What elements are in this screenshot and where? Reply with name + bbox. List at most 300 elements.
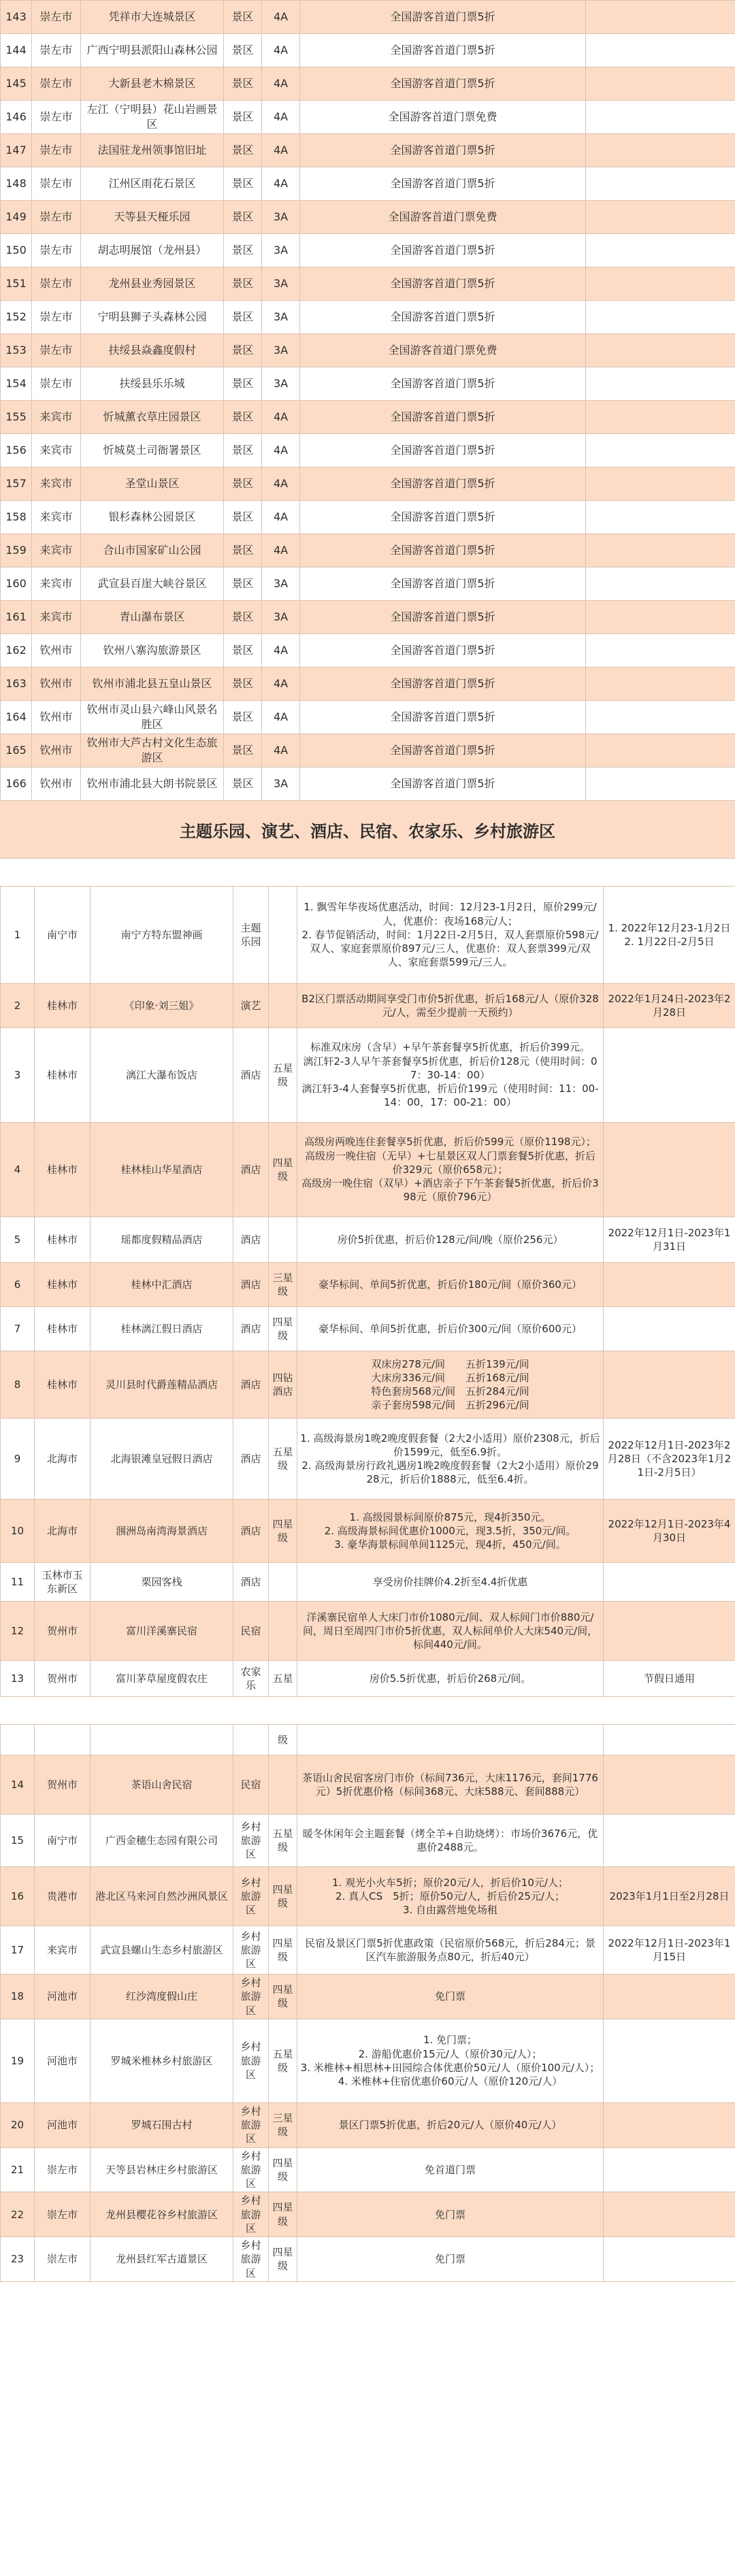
venue-name: 瑶都度假精品酒店 — [91, 1217, 233, 1263]
type-cell: 景区 — [224, 401, 262, 434]
type-cell: 景区 — [224, 367, 262, 401]
row-number: 13 — [1, 1661, 35, 1697]
rural-tourism-table — [0, 1724, 735, 2282]
city-cell: 崇左市 — [32, 301, 81, 334]
table-row — [1, 1028, 735, 1123]
level-cell: 4A — [262, 501, 300, 534]
table-row — [1, 984, 735, 1028]
row-number: 162 — [1, 634, 32, 667]
date-cell — [604, 2192, 735, 2237]
row-number: 158 — [1, 501, 32, 534]
offer-detail: 免门票 — [297, 2192, 604, 2237]
date-cell — [604, 1975, 735, 2019]
row-number — [1, 1725, 35, 1755]
date-cell — [604, 1755, 735, 1815]
level-cell: 三星级 — [269, 1263, 297, 1307]
attraction-name: 银杉森林公园景区 — [81, 501, 224, 534]
venue-name: 桂林漓江假日酒店 — [91, 1307, 233, 1351]
venue-name: 富川茅草屋度假农庄 — [91, 1661, 233, 1697]
offer-detail: 房价5折优惠，折后价128元/间/晚（原价256元） — [297, 1217, 604, 1263]
table-row — [1, 567, 735, 601]
venue-name: 桂林桂山华星酒店 — [91, 1123, 233, 1217]
row-number: 17 — [1, 1926, 35, 1975]
row-number: 18 — [1, 1975, 35, 2019]
type-cell: 景区 — [224, 201, 262, 234]
city-cell: 贺州市 — [35, 1602, 91, 1661]
city-cell: 贺州市 — [35, 1661, 91, 1697]
type-cell: 乡村旅游区 — [233, 1867, 269, 1926]
date-cell — [586, 134, 735, 167]
date-cell — [586, 334, 735, 367]
table-row — [1, 2102, 735, 2147]
table-row — [1, 1307, 735, 1351]
offer-detail: 双床房278元/间 五折139元/间 大床房336元/间 五折168元/间 特色套房568元/间 五折284元/间 亲子套房598元/间 五折296元/间 — [297, 1351, 604, 1419]
level-cell: 4A — [262, 134, 300, 167]
level-cell: 级 — [269, 1725, 297, 1755]
venue-name: 北海银滩皇冠假日酒店 — [91, 1419, 233, 1500]
table-row — [1, 1815, 735, 1867]
policy-cell: 全国游客首道门票5折 — [300, 67, 586, 101]
venue-name: 港北区马来河自然沙洲风景区 — [91, 1867, 233, 1926]
date-cell — [586, 534, 735, 567]
row-number: 7 — [1, 1307, 35, 1351]
type-cell: 景区 — [224, 34, 262, 67]
table-row — [1, 887, 735, 984]
table-row — [1, 1500, 735, 1563]
row-number: 143 — [1, 1, 32, 34]
scenic-spot-table — [0, 0, 735, 801]
date-cell — [586, 267, 735, 301]
venue-name: 龙州县红军古道景区 — [91, 2237, 233, 2282]
date-cell — [586, 467, 735, 501]
venue-name: 武宣县螺山生态乡村旅游区 — [91, 1926, 233, 1975]
date-cell — [586, 67, 735, 101]
level-cell: 五星级 — [269, 2019, 297, 2102]
offer-detail: 免门票 — [297, 1975, 604, 2019]
table-row — [1, 1263, 735, 1307]
date-cell — [586, 301, 735, 334]
venue-name: 涠洲岛南湾海景酒店 — [91, 1500, 233, 1563]
city-cell: 崇左市 — [32, 1, 81, 34]
offer-detail: 1. 观光小火车5折；原价20元/人，折后价10元/人； 2. 真人CS 5折；原价50元/人，折后价25元/人； 3. 自由露营地免场租 — [297, 1867, 604, 1926]
city-cell: 钦州市 — [32, 701, 81, 734]
type-cell: 酒店 — [233, 1028, 269, 1123]
city-cell: 桂林市 — [35, 1028, 91, 1123]
row-number: 156 — [1, 434, 32, 467]
offer-detail — [297, 1725, 604, 1755]
attraction-name: 钦州市浦北县五皇山景区 — [81, 667, 224, 701]
level-cell: 四星级 — [269, 2192, 297, 2237]
level-cell — [269, 984, 297, 1028]
row-number: 12 — [1, 1602, 35, 1661]
attraction-name: 圣堂山景区 — [81, 467, 224, 501]
row-number: 8 — [1, 1351, 35, 1419]
attraction-name: 钦州八寨沟旅游景区 — [81, 634, 224, 667]
type-cell: 景区 — [224, 467, 262, 501]
table-row — [1, 301, 735, 334]
city-cell: 桂林市 — [35, 1217, 91, 1263]
venue-name: 罗城石围古村 — [91, 2102, 233, 2147]
date-cell: 2022年12月1日-2023年1月31日 — [604, 1217, 735, 1263]
date-cell — [604, 1725, 735, 1755]
table-row — [1, 1419, 735, 1500]
level-cell: 4A — [262, 167, 300, 201]
date-cell — [586, 767, 735, 801]
level-cell: 四星级 — [269, 1500, 297, 1563]
type-cell: 景区 — [224, 67, 262, 101]
type-cell: 乡村旅游区 — [233, 1975, 269, 2019]
level-cell: 3A — [262, 301, 300, 334]
type-cell: 乡村旅游区 — [233, 1926, 269, 1975]
type-cell: 景区 — [224, 234, 262, 267]
policy-cell: 全国游客首道门票5折 — [300, 667, 586, 701]
type-cell: 酒店 — [233, 1263, 269, 1307]
venue-name: 龙州县樱花谷乡村旅游区 — [91, 2192, 233, 2237]
row-number: 150 — [1, 234, 32, 267]
offer-detail: 洋溪寨民宿单人大床门市价1080元/间、双人标间门市价880元/间，周日至周四门市价5折优惠，双人标间单价人大床540元/间，标间440元/间。 — [297, 1602, 604, 1661]
policy-cell: 全国游客首道门票5折 — [300, 434, 586, 467]
city-cell: 桂林市 — [35, 1123, 91, 1217]
table-row — [1, 667, 735, 701]
city-cell: 贵港市 — [35, 1867, 91, 1926]
row-number: 16 — [1, 1867, 35, 1926]
attraction-name: 青山瀑布景区 — [81, 601, 224, 634]
row-number: 145 — [1, 67, 32, 101]
date-cell — [604, 1815, 735, 1867]
policy-cell: 全国游客首道门票5折 — [300, 34, 586, 67]
type-cell: 景区 — [224, 101, 262, 134]
row-number: 19 — [1, 2019, 35, 2102]
attraction-name: 钦州市浦北县大朗书院景区 — [81, 767, 224, 801]
table-row — [1, 167, 735, 201]
date-cell — [586, 701, 735, 734]
offer-detail: 1. 飘雪年华夜场优惠活动，时间：12月23-1月2日，原价299元/人，优惠价：夜场168元/人； 2. 春节促销活动，时间：1月22日-2月5日，双人套票原价598元/双人、家庭套票原价897元/三人，优惠价：双人套票399元/双人、家庭套票599元/三人。 — [297, 887, 604, 984]
date-cell — [586, 1, 735, 34]
policy-cell: 全国游客首道门票5折 — [300, 701, 586, 734]
city-cell: 河池市 — [35, 1975, 91, 2019]
city-cell: 来宾市 — [32, 401, 81, 434]
table-row — [1, 767, 735, 801]
table-row — [1, 701, 735, 734]
table-row — [1, 1351, 735, 1419]
row-number: 147 — [1, 134, 32, 167]
date-cell — [586, 667, 735, 701]
row-number: 14 — [1, 1755, 35, 1815]
level-cell: 4A — [262, 701, 300, 734]
date-cell — [586, 34, 735, 67]
offer-detail: 享受房价挂牌价4.2折至4.4折优惠 — [297, 1563, 604, 1602]
table-row — [1, 1563, 735, 1602]
date-cell — [586, 434, 735, 467]
table-row — [1, 1755, 735, 1815]
policy-cell: 全国游客首道门票5折 — [300, 234, 586, 267]
city-cell: 崇左市 — [32, 34, 81, 67]
city-cell: 钦州市 — [32, 767, 81, 801]
row-number: 159 — [1, 534, 32, 567]
table-row — [1, 434, 735, 467]
attraction-name: 天等县天桠乐园 — [81, 201, 224, 234]
offer-detail: 标准双床房（含早）+早午茶套餐享5折优惠，折后价399元。 漓江轩2-3人早午茶套餐享5折优惠，折后价128元（使用时间：07：30-14：00） 漓江轩3-4人套餐享5折优惠，折后价199元（使用时间：11：00-14：00，17：00-21：00） — [297, 1028, 604, 1123]
offer-detail: 豪华标间、单间5折优惠，折后价300元/间（原价600元） — [297, 1307, 604, 1351]
hotel-theme-park-table — [0, 886, 735, 1697]
date-cell: 节假日通用 — [604, 1661, 735, 1697]
row-number: 165 — [1, 734, 32, 767]
level-cell — [269, 1755, 297, 1815]
type-cell: 民宿 — [233, 1755, 269, 1815]
policy-cell: 全国游客首道门票5折 — [300, 267, 586, 301]
table-row — [1, 1661, 735, 1697]
type-cell: 酒店 — [233, 1307, 269, 1351]
table-row — [1, 201, 735, 234]
row-number: 151 — [1, 267, 32, 301]
level-cell: 3A — [262, 767, 300, 801]
type-cell: 民宿 — [233, 1602, 269, 1661]
city-cell: 桂林市 — [35, 1307, 91, 1351]
offer-detail: 1. 高级园景标间原价875元，现4折350元。 2. 高级海景标间优惠价1000元，现3.5折，350元/间。 3. 豪华海景标间单间1125元，现4折，450元/间。 — [297, 1500, 604, 1563]
city-cell: 南宁市 — [35, 1815, 91, 1867]
date-cell — [586, 167, 735, 201]
date-cell — [586, 634, 735, 667]
type-cell: 酒店 — [233, 1563, 269, 1602]
city-cell: 崇左市 — [32, 234, 81, 267]
date-cell — [604, 1028, 735, 1123]
policy-cell: 全国游客首道门票5折 — [300, 167, 586, 201]
venue-name: 南宁方特东盟神画 — [91, 887, 233, 984]
row-number: 5 — [1, 1217, 35, 1263]
date-cell: 2022年1月24日-2023年2月28日 — [604, 984, 735, 1028]
offer-detail: 1. 免门票； 2. 游船优惠价15元/人（原价30元/人）； 3. 米椎林+相思林+田园综合体优惠价50元/人（原价100元/人）； 4. 米椎林+住宿优惠价60元/人（原价120元/人） — [297, 2019, 604, 2102]
type-cell: 景区 — [224, 1, 262, 34]
policy-cell: 全国游客首道门票5折 — [300, 1, 586, 34]
policy-cell: 全国游客首道门票5折 — [300, 134, 586, 167]
table-row — [1, 267, 735, 301]
offer-detail: 免门票 — [297, 2237, 604, 2282]
table-row — [1, 1926, 735, 1975]
date-cell: 2022年12月1日-2023年4月30日 — [604, 1500, 735, 1563]
row-number: 152 — [1, 301, 32, 334]
type-cell: 乡村旅游区 — [233, 2147, 269, 2192]
table-row — [1, 734, 735, 767]
table-row — [1, 34, 735, 67]
attraction-name: 江州区雨花石景区 — [81, 167, 224, 201]
venue-name: 灵川县时代爵莲精品酒店 — [91, 1351, 233, 1419]
level-cell: 4A — [262, 667, 300, 701]
row-number: 23 — [1, 2237, 35, 2282]
type-cell: 景区 — [224, 134, 262, 167]
table-row — [1, 2147, 735, 2192]
venue-name — [91, 1725, 233, 1755]
policy-cell: 全国游客首道门票5折 — [300, 634, 586, 667]
type-cell: 景区 — [224, 601, 262, 634]
row-number: 148 — [1, 167, 32, 201]
row-number: 163 — [1, 667, 32, 701]
level-cell — [269, 1217, 297, 1263]
row-number: 164 — [1, 701, 32, 734]
level-cell: 四星级 — [269, 1123, 297, 1217]
type-cell: 农家乐 — [233, 1661, 269, 1697]
level-cell — [269, 887, 297, 984]
table-row — [1, 67, 735, 101]
policy-cell: 全国游客首道门票5折 — [300, 767, 586, 801]
offer-detail: 豪华标间、单间5折优惠，折后价180元/间（原价360元） — [297, 1263, 604, 1307]
city-cell: 北海市 — [35, 1500, 91, 1563]
attraction-name: 大新县老木棉景区 — [81, 67, 224, 101]
level-cell: 4A — [262, 101, 300, 134]
row-number: 15 — [1, 1815, 35, 1867]
level-cell — [269, 1563, 297, 1602]
row-number: 21 — [1, 2147, 35, 2192]
row-number: 20 — [1, 2102, 35, 2147]
level-cell: 四星级 — [269, 2147, 297, 2192]
policy-cell: 全国游客首道门票5折 — [300, 501, 586, 534]
type-cell: 景区 — [224, 267, 262, 301]
table-row — [1, 634, 735, 667]
table-row — [1, 601, 735, 634]
spacer — [0, 1697, 735, 1724]
table-row — [1, 367, 735, 401]
date-cell: 2023年1月1日至2月28日 — [604, 1867, 735, 1926]
city-cell: 来宾市 — [32, 467, 81, 501]
city-cell: 南宁市 — [35, 887, 91, 984]
city-cell: 来宾市 — [32, 501, 81, 534]
type-cell: 景区 — [224, 667, 262, 701]
venue-name: 栗园客栈 — [91, 1563, 233, 1602]
city-cell: 崇左市 — [32, 167, 81, 201]
level-cell: 4A — [262, 34, 300, 67]
type-cell: 景区 — [224, 334, 262, 367]
table-row — [1, 1123, 735, 1217]
date-cell — [604, 1563, 735, 1602]
venue-name: 漓江大瀑布饭店 — [91, 1028, 233, 1123]
attraction-name: 龙州县业秀园景区 — [81, 267, 224, 301]
type-cell: 景区 — [224, 734, 262, 767]
date-cell — [604, 1602, 735, 1661]
type-cell: 酒店 — [233, 1351, 269, 1419]
table-row — [1, 101, 735, 134]
attraction-name: 广西宁明县派阳山森林公园 — [81, 34, 224, 67]
level-cell: 四星级 — [269, 1867, 297, 1926]
spacer — [0, 859, 735, 886]
city-cell: 桂林市 — [35, 1263, 91, 1307]
offer-detail: 免首道门票 — [297, 2147, 604, 2192]
table-row — [1, 501, 735, 534]
level-cell: 四星级 — [269, 1307, 297, 1351]
table-row — [1, 2237, 735, 2282]
policy-cell: 全国游客首道门票5折 — [300, 467, 586, 501]
level-cell — [269, 1602, 297, 1661]
attraction-name: 胡志明展馆（龙州县） — [81, 234, 224, 267]
city-cell: 钦州市 — [32, 734, 81, 767]
policy-cell: 全国游客首道门票5折 — [300, 601, 586, 634]
date-cell — [604, 1307, 735, 1351]
offer-detail: 景区门票5折优惠，折后20元/人（原价40元/人） — [297, 2102, 604, 2147]
level-cell: 4A — [262, 401, 300, 434]
level-cell: 四星级 — [269, 1926, 297, 1975]
level-cell: 3A — [262, 567, 300, 601]
type-cell: 乡村旅游区 — [233, 2102, 269, 2147]
venue-name: 茶语山舍民宿 — [91, 1755, 233, 1815]
venue-name: 红沙湾度假山庄 — [91, 1975, 233, 2019]
type-cell: 景区 — [224, 434, 262, 467]
policy-cell: 全国游客首道门票免费 — [300, 101, 586, 134]
city-cell: 来宾市 — [32, 567, 81, 601]
policy-cell: 全国游客首道门票5折 — [300, 301, 586, 334]
table-row — [1, 1975, 735, 2019]
type-cell: 主题乐园 — [233, 887, 269, 984]
type-cell: 景区 — [224, 701, 262, 734]
row-number: 3 — [1, 1028, 35, 1123]
row-number: 146 — [1, 101, 32, 134]
date-cell — [586, 201, 735, 234]
city-cell: 崇左市 — [32, 134, 81, 167]
table-row — [1, 1602, 735, 1661]
city-cell: 崇左市 — [35, 2237, 91, 2282]
offer-detail: 茶语山舍民宿客房门市价（标间736元，大床1176元，套间1776元）5折优惠价格（标间368元、大床588元、套间888元） — [297, 1755, 604, 1815]
attraction-name: 忻城薰衣草庄园景区 — [81, 401, 224, 434]
city-cell: 崇左市 — [32, 367, 81, 401]
type-cell: 景区 — [224, 534, 262, 567]
policy-cell: 全国游客首道门票5折 — [300, 734, 586, 767]
policy-cell: 全国游客首道门票免费 — [300, 334, 586, 367]
offer-detail: 1. 高级海景房1晚2晚度假套餐（2大2小适用）原价2308元，折后价1599元，低至6.9折。 2. 高级海景房行政礼遇房1晚2晚度假套餐（2大2小适用）原价2928元，折后价1888元，低至6.4折。 — [297, 1419, 604, 1500]
date-cell — [586, 401, 735, 434]
city-cell: 来宾市 — [32, 601, 81, 634]
level-cell: 四钻酒店 — [269, 1351, 297, 1419]
row-number: 160 — [1, 567, 32, 601]
city-cell: 崇左市 — [32, 67, 81, 101]
date-cell — [586, 734, 735, 767]
city-cell: 北海市 — [35, 1419, 91, 1500]
level-cell: 五星级 — [269, 1419, 297, 1500]
row-number: 6 — [1, 1263, 35, 1307]
date-cell — [604, 2102, 735, 2147]
table-row — [1, 134, 735, 167]
level-cell: 3A — [262, 234, 300, 267]
level-cell: 4A — [262, 467, 300, 501]
attraction-name: 凭祥市大连城景区 — [81, 1, 224, 34]
level-cell: 四星级 — [269, 2237, 297, 2282]
table-row — [1, 234, 735, 267]
attraction-name: 扶绥县焱鑫度假村 — [81, 334, 224, 367]
type-cell: 乡村旅游区 — [233, 2192, 269, 2237]
row-number: 10 — [1, 1500, 35, 1563]
level-cell: 3A — [262, 367, 300, 401]
row-number: 154 — [1, 367, 32, 401]
type-cell: 乡村旅游区 — [233, 2019, 269, 2102]
offer-detail: 高级房两晚连住套餐享5折优惠，折后价599元（原价1198元）； 高级房一晚住宿（无早）+七星景区双人门票套餐5折优惠，折后价329元（原价658元）； 高级房一晚住宿（双早）+酒店亲子下午茶套餐5折优惠，折后价398元（原价796元） — [297, 1123, 604, 1217]
table-row — [1, 1217, 735, 1263]
type-cell: 演艺 — [233, 984, 269, 1028]
table-row — [1, 334, 735, 367]
date-cell — [604, 2237, 735, 2282]
row-number: 161 — [1, 601, 32, 634]
level-cell: 4A — [262, 534, 300, 567]
city-cell: 玉林市玉东新区 — [35, 1563, 91, 1602]
type-cell: 景区 — [224, 634, 262, 667]
date-cell — [604, 2147, 735, 2192]
city-cell: 崇左市 — [32, 101, 81, 134]
city-cell: 来宾市 — [32, 534, 81, 567]
date-cell: 1. 2022年12月23-1月2日 2. 1月22日-2月5日 — [604, 887, 735, 984]
offer-detail: 暖冬休闲年会主题套餐（烤全羊+自助烧烤）：市场价3676元，优惠价2488元。 — [297, 1815, 604, 1867]
date-cell — [604, 1123, 735, 1217]
date-cell: 2022年12月1日-2023年2月28日（不含2023年1月21日-2月5日） — [604, 1419, 735, 1500]
type-cell: 乡村旅游区 — [233, 2237, 269, 2282]
policy-cell: 全国游客首道门票5折 — [300, 401, 586, 434]
date-cell — [586, 601, 735, 634]
type-cell: 景区 — [224, 501, 262, 534]
offer-detail: B2区门票活动期间享受门市价5折优惠，折后168元/人（原价328元/人，需至少提前一天预约） — [297, 984, 604, 1028]
